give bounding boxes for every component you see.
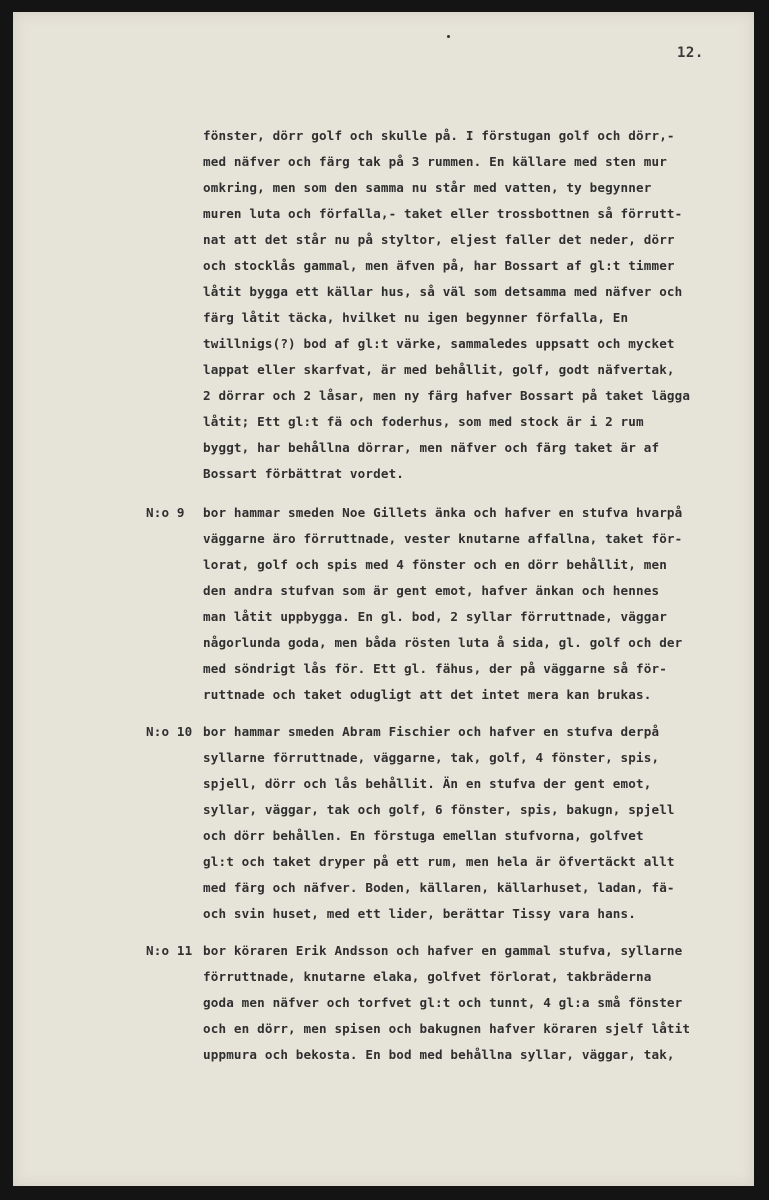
text-line: nat att det står nu på styltor, eljest faller det neder, dörr — [203, 232, 675, 247]
text-line: bor hammar smeden Noe Gillets änka och hafver en stufva hvarpå — [203, 505, 683, 520]
text-line: lappat eller skarfvat, är med behållit, golf, godt näfvertak, — [203, 362, 675, 377]
text-line: spjell, dörr och lås behållit. Än en stufva der gent emot, — [203, 776, 652, 791]
text-line: muren luta och förfalla,- taket eller trossbottnen så förrutt- — [203, 206, 683, 221]
text-line: twillnigs(?) bod af gl:t värke, sammaledes uppsatt och mycket — [203, 336, 675, 351]
text-line: och svin huset, med ett lider, berättar Tissy vara hans. — [203, 906, 636, 921]
ink-dot — [447, 35, 450, 38]
page-number: 12. — [677, 45, 704, 61]
text-line: omkring, men som den samma nu står med vatten, ty begynner — [203, 180, 652, 195]
text-line: uppmura och bekosta. En bod med behållna syllar, väggar, tak, — [203, 1047, 675, 1062]
text-line: väggarne äro förruttnade, vester knutarne affallna, taket för- — [203, 531, 683, 546]
text-line: med färg och näfver. Boden, källaren, källarhuset, ladan, fä- — [203, 880, 675, 895]
text-line: och dörr behållen. En förstuga emellan stufvorna, golfvet — [203, 828, 644, 843]
text-line: och stocklås gammal, men äfven på, har Bossart af gl:t timmer — [203, 258, 675, 273]
text-line: man låtit uppbygga. En gl. bod, 2 syllar förruttnade, väggar — [203, 609, 667, 624]
text-line: lorat, golf och spis med 4 fönster och en dörr behållit, men — [203, 557, 667, 572]
text-line: och en dörr, men spisen och bakugnen hafver köraren sjelf låtit — [203, 1021, 691, 1036]
document-page — [13, 12, 754, 1186]
entry-number: N:o 9 — [146, 505, 185, 520]
text-line: fönster, dörr golf och skulle på. I förstugan golf och dörr,- — [203, 128, 675, 143]
text-line: med söndrigt lås för. Ett gl. fähus, der på väggarne så för- — [203, 661, 667, 676]
text-line: bor hammar smeden Abram Fischier och hafver en stufva derpå — [203, 724, 660, 739]
text-line: låtit bygga ett källar hus, så väl som detsamma med näfver och — [203, 284, 683, 299]
text-line: bor köraren Erik Andsson och hafver en gammal stufva, syllarne — [203, 943, 683, 958]
text-line: någorlunda goda, men båda rösten luta å sida, gl. golf och der — [203, 635, 683, 650]
text-line: gl:t och taket dryper på ett rum, men hela är öfvertäckt allt — [203, 854, 675, 869]
text-line: färg låtit täcka, hvilket nu igen begynner förfalla, En — [203, 310, 629, 325]
text-line: Bossart förbättrat vordet. — [203, 466, 405, 481]
text-line: ruttnade och taket odugligt att det intet mera kan brukas. — [203, 687, 652, 702]
entry-number: N:o 10 — [146, 724, 193, 739]
text-line: byggt, har behållna dörrar, men näfver och färg taket är af — [203, 440, 660, 455]
text-line: goda men näfver och torfvet gl:t och tunnt, 4 gl:a små fönster — [203, 995, 683, 1010]
text-line: syllarne förruttnade, väggarne, tak, golf, 4 fönster, spis, — [203, 750, 660, 765]
text-line: den andra stufvan som är gent emot, hafver änkan och hennes — [203, 583, 660, 598]
text-line: låtit; Ett gl:t fä och foderhus, som med stock är i 2 rum — [203, 414, 644, 429]
text-line: 2 dörrar och 2 låsar, men ny färg hafver Bossart på taket lägga — [203, 388, 691, 403]
entry-number: N:o 11 — [146, 943, 193, 958]
text-line: med näfver och färg tak på 3 rummen. En källare med sten mur — [203, 154, 667, 169]
text-line: syllar, väggar, tak och golf, 6 fönster, spis, bakugn, spjell — [203, 802, 675, 817]
text-line: förruttnade, knutarne elaka, golfvet förlorat, takbräderna — [203, 969, 652, 984]
